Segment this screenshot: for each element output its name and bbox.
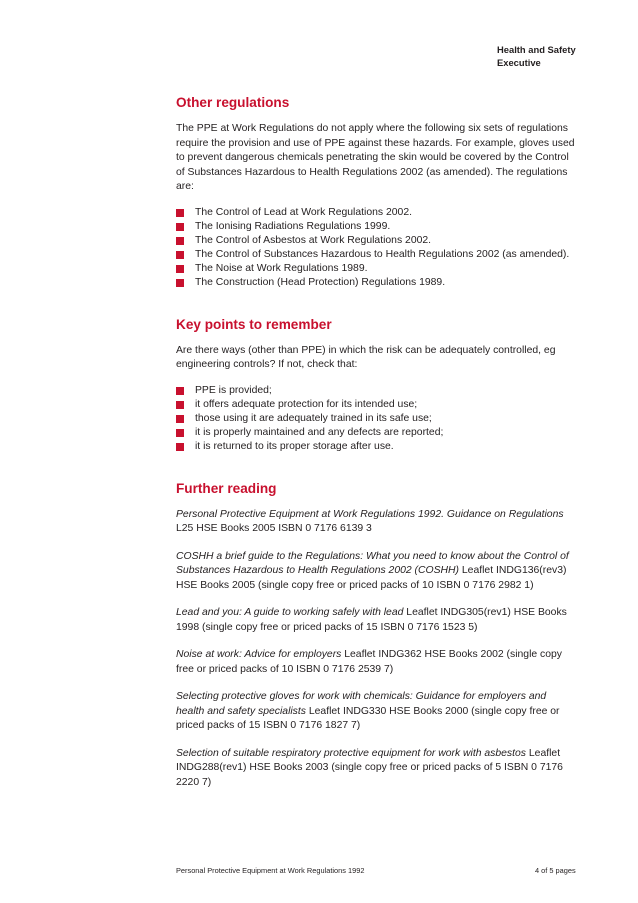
bullet-square-icon [176, 279, 184, 287]
list-item: it offers adequate protection for its intended use; [176, 398, 576, 412]
bullet-square-icon [176, 429, 184, 437]
reference-item [176, 690, 576, 734]
footer-page-number: 4 of 5 pages [535, 866, 576, 875]
main-content [176, 95, 576, 803]
reference-details: Leaflet INDG136(rev3) HSE Books 2005 (single copy free or priced packs of 10 ISBN 0 7176 2982 1) [176, 565, 567, 591]
hse-logo [497, 43, 576, 69]
reference-details: Leaflet INDG305(rev1) HSE Books 1998 (single copy free or priced packs of 15 ISBN 0 7176 1523 5) [176, 607, 567, 633]
reference-title: Selection of suitable respiratory protective equipment for work with asbestos [176, 747, 526, 759]
reference-item [176, 550, 576, 594]
list-item: it is properly maintained and any defects are reported; [176, 426, 576, 440]
section-title-key-points: Key points to remember [176, 316, 332, 332]
reference-item [176, 606, 576, 635]
other-regulations-intro: The PPE at Work Regulations do not apply where the following six sets of regulations require the provision and use of PPE against these hazards. For example, gloves used to prevent dangerous chemicals penetrating the skin would be covered by the Control of Substances Hazardous to Health Regulations 2002 (as amended). The regulations are: [176, 123, 575, 192]
reference-title: Personal Protective Equipment at Work Regulations 1992. Guidance on Regulations [176, 508, 564, 520]
bullet-square-icon [176, 265, 184, 273]
reference-details: L25 HSE Books 2005 ISBN 0 7176 6139 3 [176, 523, 372, 534]
reference-title: Lead and you: A guide to working safely with lead [176, 607, 404, 618]
brand-line-2: Executive [497, 57, 541, 68]
regulations-list [176, 206, 576, 290]
bullet-square-icon [176, 401, 184, 409]
key-points-intro: Are there ways (other than PPE) in which the risk can be adequately controlled, eg engineering controls? If not, check that: [176, 344, 556, 370]
bullet-square-icon [176, 387, 184, 395]
reference-item [176, 508, 576, 537]
reference-item [176, 648, 576, 677]
list-item: The Ionising Radiations Regulations 1999. [176, 220, 576, 234]
list-item: The Control of Substances Hazardous to Health Regulations 2002 (as amended). [176, 248, 576, 262]
list-item: The Control of Lead at Work Regulations 2002. [176, 206, 576, 220]
reference-title: Selecting protective gloves for work with chemicals: Guidance for employers and health and safety specialists [176, 691, 547, 717]
footer-document-title: Personal Protective Equipment at Work Regulations 1992 [176, 866, 365, 875]
bullet-square-icon [176, 209, 184, 217]
reference-details: Leaflet INDG330 HSE Books 2000 (single copy free or priced packs of 15 ISBN 0 7176 1827 7) [176, 705, 560, 731]
reference-title: COSHH a brief guide to the Regulations: What you need to know about the Control of Substances Hazardous to Health Regulations 2002 (COSHH) [176, 550, 569, 576]
reference-details: Leaflet INDG288(rev1) HSE Books 2003 (single copy free or priced packs of 5 ISBN 0 7176 2220 7) [176, 747, 563, 788]
list-item: it is returned to its proper storage after use. [176, 440, 576, 454]
bullet-square-icon [176, 443, 184, 451]
reference-details: Leaflet INDG362 HSE Books 2002 (single copy free or priced packs of 10 ISBN 0 7176 2539 7) [176, 649, 562, 675]
list-item: The Control of Asbestos at Work Regulations 2002. [176, 234, 576, 248]
list-item: The Construction (Head Protection) Regulations 1989. [176, 276, 576, 290]
brand-line-1: Health and Safety [497, 44, 576, 55]
reference-item [176, 747, 576, 791]
list-item: those using it are adequately trained in its safe use; [176, 412, 576, 426]
bullet-square-icon [176, 251, 184, 259]
bullet-square-icon [176, 415, 184, 423]
list-item: PPE is provided; [176, 384, 576, 398]
bullet-square-icon [176, 223, 184, 231]
key-points-list [176, 384, 576, 454]
reference-title: Noise at work: Advice for employers [176, 649, 342, 660]
list-item: The Noise at Work Regulations 1989. [176, 262, 576, 276]
section-title-other-regulations: Other regulations [176, 95, 290, 110]
bullet-square-icon [176, 237, 184, 245]
section-title-further-reading: Further reading [176, 480, 277, 496]
